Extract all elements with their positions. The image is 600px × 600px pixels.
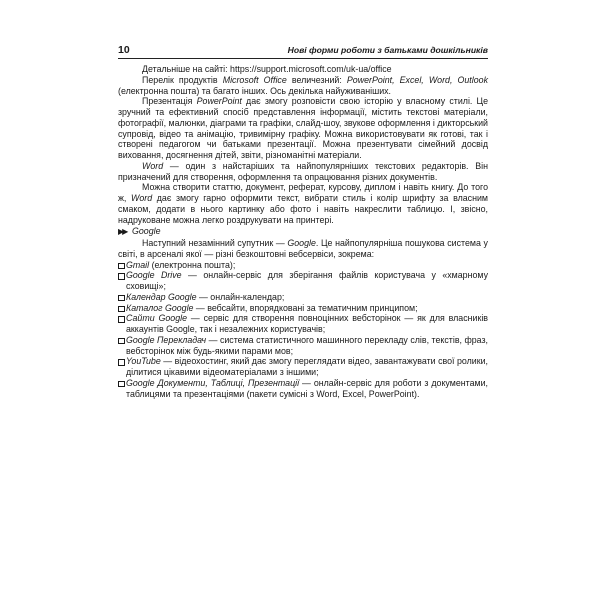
list-item: Gmail (електронна пошта); — [118, 260, 488, 271]
double-arrow-icon: ▶▶ — [118, 227, 127, 237]
checkbox-bullet-icon — [118, 338, 125, 345]
paragraph-word-features: Можна створити статтю, документ, реферат, курсову, диплом і навіть книгу. До того ж, Word дає змогу гарно оформити текст, вибрати стиль і колір шрифту за власним смаком, додати в нього картинку або фото і навіть накреслити таблицю. І, звісно, надруковане можна легко роздрукувати на принтері. — [118, 182, 488, 225]
checkbox-bullet-icon — [118, 273, 125, 280]
google-services-list — [118, 260, 488, 400]
list-item: Google Перекладач — система статистичного машинного перекладу слів, текстів, фраз, вебсторінок між будь-якими парами мов; — [118, 335, 488, 357]
paragraph-office-products: Перелік продуктів Microsoft Office величезний: PowerPoint, Excel, Word, Outlook (електронна пошта) та багато інших. Ось декілька найуживаніших. — [118, 74, 488, 96]
paragraph-powerpoint: Презентація PowerPoint дає змогу розповісти свою історію у власному стилі. Це зручний та ефективний спосіб представлення інформації, містить текстові матеріали, фотографії, малюнки, діаграми та графіки, слайд-шоу, звукове оформлення і дикторський супровід, відео та анімацію, тривимірну графіку. Можна використовувати як готові, так і створені педагогом чи батьками презентації. Можна презентувати сімейний досвід виховання, досягнення дітей, звіти, різноманітні матеріали. — [118, 96, 489, 160]
checkbox-bullet-icon — [118, 381, 125, 388]
checkbox-bullet-icon — [118, 316, 125, 323]
url-line: Детальніше на сайті: https://support.microsoft.com/uk-ua/office — [142, 64, 392, 74]
paragraph-word: Word — один з найстаріших та найпопулярніших текстових редакторів. Він призначений для створення, оформлення та опрацювання різних документів. — [118, 160, 488, 182]
checkbox-bullet-icon — [118, 306, 125, 313]
list-item: Каталог Google — вебсайти, впорядковані за тематичним принципом; — [118, 303, 488, 314]
book-page — [118, 44, 488, 399]
list-item: YouTube — відеохостинг, який дає змогу переглядати відео, завантажувати свої ролики, ділитися цікавими відеоматеріалами з іншими; — [118, 356, 488, 378]
page-body — [118, 64, 488, 399]
checkbox-bullet-icon — [118, 359, 125, 366]
running-title: Нові форми роботи з батьками дошкільників — [287, 45, 488, 55]
paragraph-google: Наступний незамінний супутник — Google. Це найпопулярніша пошукова система у світі, в арсеналі якої — різні безкоштовні вебсервіси, зокрема: — [118, 238, 488, 259]
checkbox-bullet-icon — [118, 263, 125, 270]
section-heading-google: ▶▶ Google — [118, 226, 161, 237]
list-item: Сайти Google — сервіс для створення повноцінних вебсторінок — як для власників аккаунтів Google, так і незалежних користувачів; — [118, 313, 488, 335]
list-item: Google Документи, Таблиці, Презентації — онлайн-сервіс для роботи з документами, таблицями та презентаціями (пакети сумісні з Word, Excel, PowerPoint). — [118, 378, 488, 400]
page-number: 10 — [118, 44, 130, 56]
list-item: Google Drive — онлайн-сервіс для зберігання файлів користувача у «хмарному сховищі»; — [118, 270, 488, 292]
page-header — [118, 44, 488, 59]
list-item: Календар Google — онлайн-календар; — [118, 292, 488, 303]
checkbox-bullet-icon — [118, 295, 125, 302]
